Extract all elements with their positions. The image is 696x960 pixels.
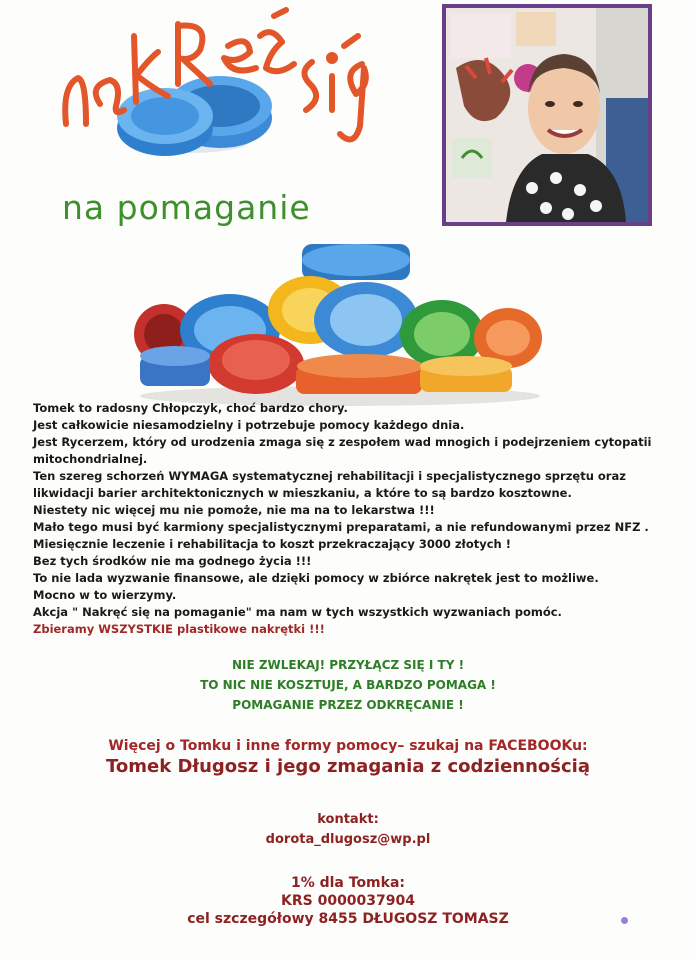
donation-block — [0, 874, 696, 928]
story-paragraph: Miesięcznie leczenie i rehabilitacja to koszt przekraczający 3000 złotych ! — [33, 537, 511, 551]
contact-email: dorota_dlugosz@wp.pl — [265, 832, 431, 847]
story-paragraph: Bez tych środków nie ma godnego życia !!! — [33, 554, 312, 568]
appeal-line: NIE ZWLEKAJ! PRZYŁĄCZ SIĘ I TY ! — [231, 658, 465, 672]
facebook-intro: Więcej o Tomku i inne formy pomocy– szukaj na FACEBOOKu: — [108, 738, 588, 754]
photo-illustration — [446, 8, 648, 222]
krs-number: KRS 0000037904 — [281, 893, 415, 909]
cap-blue-center-icon — [314, 282, 418, 358]
contact-label: kontakt: — [317, 812, 379, 827]
story-paragraph: Tomek to radosny Chłopczyk, choć bardzo chory. — [33, 401, 348, 415]
story-text — [33, 400, 673, 638]
story-paragraph: Ten szereg schorzeń WYMAGA systematycznej rehabilitacji i specjalistycznego sprzętu oraz likwidacji barier architektonicznych w mieszkaniu, a które to są bardzo kosztowne. — [33, 469, 626, 500]
cap-yellow-bottom-icon — [420, 356, 512, 392]
appeal-line: TO NIC NIE KOSZTUJE, A BARDZO POMAGA ! — [200, 678, 496, 692]
story-paragraph: Jest Rycerzem, który od urodzenia zmaga się z zespołem wad mnogich i podejrzeniem cytopatii mitochondrialnej. — [33, 435, 652, 466]
story-paragraph: Mało tego musi być karmiony specjalistycznymi preparatami, a nie refundowanymi przez NFZ . — [33, 520, 649, 534]
donation-goal: cel szczegółowy 8455 DŁUGOSZ TOMASZ — [187, 911, 509, 927]
story-paragraph: Niestety nic więcej mu nie pomoże, nie ma na to lekarstwa !!! — [33, 503, 435, 517]
cap-orange-bottom-icon — [296, 354, 423, 394]
donation-title: 1% dla Tomka: — [290, 875, 406, 891]
contact-block — [0, 810, 696, 850]
story-paragraph: To nie lada wyzwanie finansowe, ale dzięki pomocy w zbiórce nakrętek jest to możliwe. — [33, 571, 599, 585]
nakrec-sie-logo — [60, 6, 380, 156]
story-paragraph: Akcja " Nakręć się na pomaganie" ma nam w tych wszystkich wyzwaniach pomóc. — [33, 605, 562, 619]
logo-blue-cap-icon — [117, 76, 272, 156]
bottle-caps-pile-image — [130, 238, 550, 408]
story-paragraph: Mocno w to wierzymy. — [33, 588, 177, 602]
cap-blue-top-icon — [302, 244, 410, 280]
story-paragraph: Jest całkowicie niesamodzielny i potrzebuje pomocy każdego dnia. — [33, 418, 465, 432]
cap-red-bottom-icon — [208, 334, 304, 394]
collect-caps-line: Zbieramy WSZYSTKIE plastikowe nakrętki !!! — [33, 622, 325, 636]
decorative-dot — [621, 917, 628, 924]
appeal-block — [0, 655, 696, 715]
logo-subtitle: na pomaganie — [62, 188, 311, 227]
appeal-line: POMAGANIE PRZEZ ODKRĘCANIE ! — [232, 698, 464, 712]
facebook-page-name: Tomek Długosz i jego zmagania z codziennością — [106, 756, 590, 777]
cap-blue-bottom-left-icon — [140, 346, 210, 386]
tomek-photo — [442, 4, 652, 226]
